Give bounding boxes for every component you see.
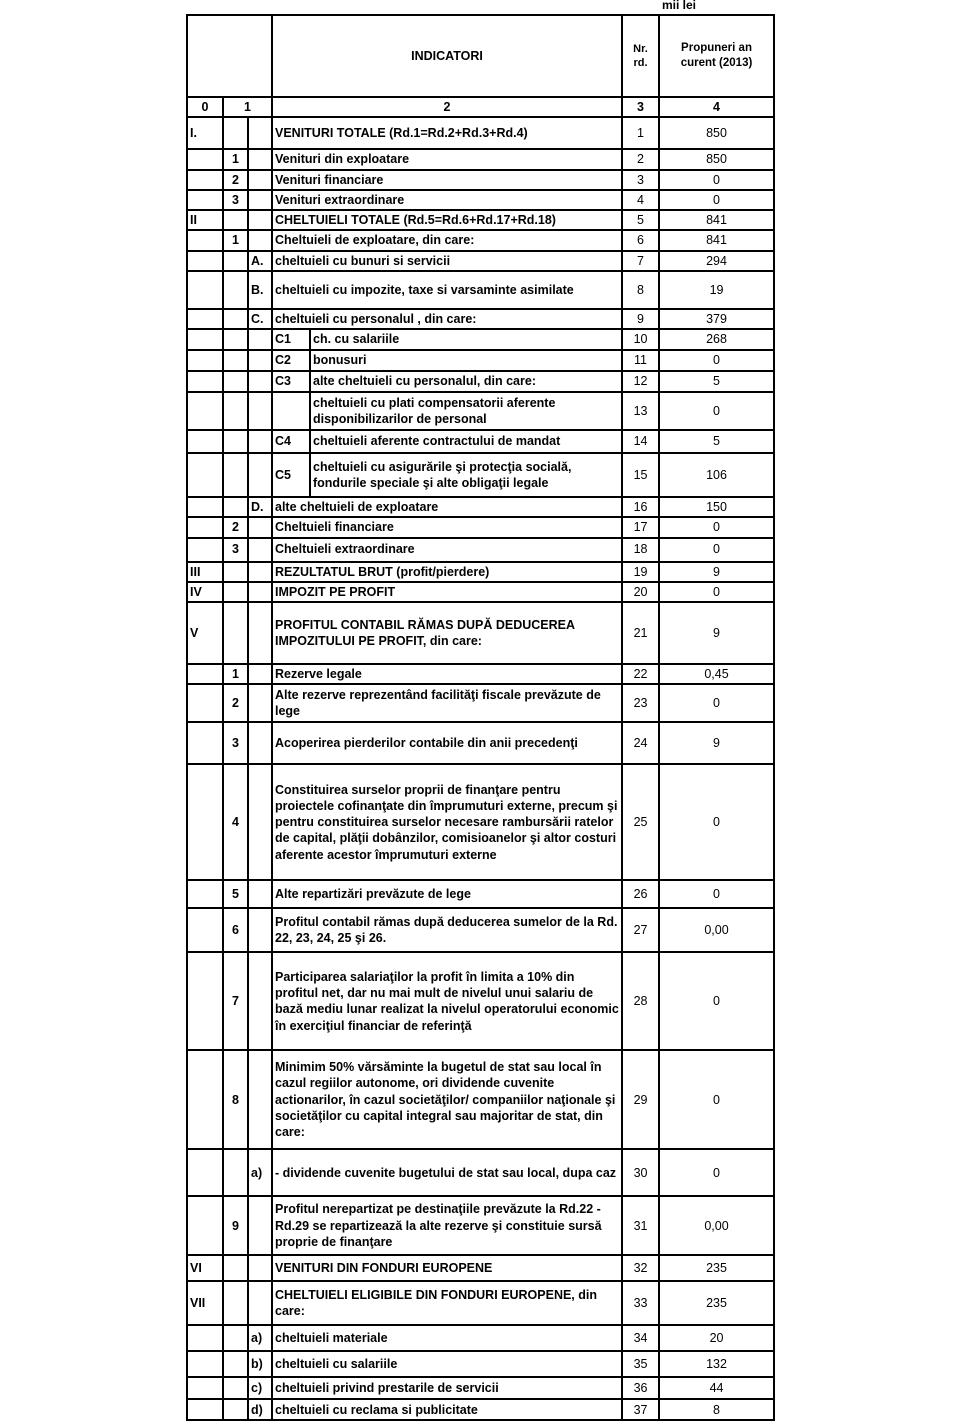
row-number: 7 — [622, 251, 659, 271]
row-number: 9 — [622, 309, 659, 329]
table-row — [187, 329, 774, 350]
row-number: 21 — [622, 602, 659, 664]
indicator-text: cheltuieli privind prestarile de servicii — [272, 1377, 622, 1399]
indicator-text: cheltuieli materiale — [272, 1325, 622, 1351]
roman-index-cell — [187, 908, 223, 952]
indicator-text: Profitul nerepartizat pe destinaţiile prevăzute la Rd.22 - Rd.29 se repartizează la alte rezerve şi constituie sursă proprie de finanţare — [272, 1196, 622, 1255]
indicator-text: Cheltuieli financiare — [272, 517, 622, 537]
indicator-text: VENITURI DIN FONDURI EUROPENE — [272, 1255, 622, 1281]
letter-index-cell — [248, 453, 272, 497]
roman-index-cell — [187, 392, 223, 430]
row-number: 30 — [622, 1149, 659, 1196]
header-row — [187, 15, 774, 97]
sub-index-cell: C3 — [272, 371, 310, 392]
sub-index-cell: C4 — [272, 430, 310, 453]
number-index-cell: 8 — [223, 1050, 248, 1149]
table-row — [187, 764, 774, 880]
letter-index-cell — [248, 1050, 272, 1149]
indicator-text: Participarea salariaţilor la profit în limita a 10% din profitul net, dar nu mai mult de nivelul unui salariu de bază mediu lunar realizat la nivelul operatorului economic în exerciţiul financiar de referinţă — [272, 952, 622, 1050]
letter-index-cell — [248, 350, 272, 371]
letter-index-cell: A. — [248, 251, 272, 271]
number-index-cell — [223, 602, 248, 664]
proposal-value: 0 — [659, 880, 774, 908]
table-row — [187, 497, 774, 517]
roman-index-cell — [187, 170, 223, 190]
roman-index-cell — [187, 1196, 223, 1255]
letter-index-cell: a) — [248, 1325, 272, 1351]
letter-index-cell — [248, 684, 272, 722]
number-index-cell — [223, 1351, 248, 1377]
indicator-text: CHELTUIELI TOTALE (Rd.5=Rd.6+Rd.17+Rd.18) — [272, 210, 622, 230]
number-index-cell — [223, 309, 248, 329]
proposal-value: 19 — [659, 271, 774, 309]
letter-index-cell — [248, 880, 272, 908]
number-index-cell — [223, 497, 248, 517]
proposal-value: 9 — [659, 562, 774, 582]
row-number: 31 — [622, 1196, 659, 1255]
indicator-text: REZULTATUL BRUT (profit/pierdere) — [272, 562, 622, 582]
number-index-cell — [223, 562, 248, 582]
row-number: 5 — [622, 210, 659, 230]
number-index-cell — [223, 1255, 248, 1281]
table-row — [187, 562, 774, 582]
indicator-text: Venituri extraordinare — [272, 190, 622, 210]
row-number: 35 — [622, 1351, 659, 1377]
row-number: 12 — [622, 371, 659, 392]
row-number: 29 — [622, 1050, 659, 1149]
letter-index-cell — [248, 602, 272, 664]
number-index-cell — [223, 392, 248, 430]
row-number: 28 — [622, 952, 659, 1050]
proposal-value: 268 — [659, 329, 774, 350]
table-row — [187, 1351, 774, 1377]
row-number: 1 — [622, 117, 659, 149]
table-row — [187, 230, 774, 250]
roman-index-cell — [187, 1399, 223, 1420]
row-number: 27 — [622, 908, 659, 952]
number-index-cell — [223, 1149, 248, 1196]
indicator-text: PROFITUL CONTABIL RĂMAS DUPĂ DEDUCEREA IMPOZITULUI PE PROFIT, din care: — [272, 602, 622, 664]
table-row — [187, 117, 774, 149]
proposal-value: 0,00 — [659, 1196, 774, 1255]
proposal-value: 0 — [659, 952, 774, 1050]
proposal-value: 0 — [659, 350, 774, 371]
row-number: 19 — [622, 562, 659, 582]
proposal-value: 0 — [659, 190, 774, 210]
table-row — [187, 453, 774, 497]
table-row — [187, 170, 774, 190]
letter-index-cell — [248, 764, 272, 880]
row-number: 23 — [622, 684, 659, 722]
indicator-text: Alte repartizări prevăzute de lege — [272, 880, 622, 908]
table-row — [187, 602, 774, 664]
proposal-value: 0 — [659, 517, 774, 537]
roman-index-cell — [187, 1149, 223, 1196]
indicator-text: Venituri din exploatare — [272, 149, 622, 169]
row-number: 2 — [622, 149, 659, 169]
proposal-value: 0 — [659, 170, 774, 190]
roman-index-cell — [187, 453, 223, 497]
roman-index-cell — [187, 664, 223, 684]
proposal-value: 5 — [659, 371, 774, 392]
index-cell: 0 — [187, 97, 223, 117]
roman-index-cell: VII — [187, 1281, 223, 1325]
indicator-text: alte cheltuieli de exploatare — [272, 497, 622, 517]
proposal-value: 20 — [659, 1325, 774, 1351]
letter-index-cell — [248, 582, 272, 602]
number-index-cell: 4 — [223, 764, 248, 880]
table-row — [187, 880, 774, 908]
roman-index-cell — [187, 350, 223, 371]
table-row — [187, 371, 774, 392]
roman-index-cell — [187, 329, 223, 350]
sub-index-cell — [272, 392, 310, 430]
letter-index-cell: c) — [248, 1377, 272, 1399]
roman-index-cell — [187, 1325, 223, 1351]
letter-index-cell: D. — [248, 497, 272, 517]
roman-index-cell — [187, 1050, 223, 1149]
table-row — [187, 1399, 774, 1420]
indicator-text: cheltuieli cu bunuri si servicii — [272, 251, 622, 271]
proposal-value: 44 — [659, 1377, 774, 1399]
letter-index-cell — [248, 210, 272, 230]
budget-table — [186, 14, 775, 1421]
roman-index-cell — [187, 190, 223, 210]
number-index-cell — [223, 1325, 248, 1351]
roman-index-cell — [187, 230, 223, 250]
letter-index-cell — [248, 329, 272, 350]
indicator-text: alte cheltuieli cu personalul, din care: — [310, 371, 622, 392]
index-cell: 1 — [223, 97, 272, 117]
row-number: 4 — [622, 190, 659, 210]
roman-index-cell — [187, 497, 223, 517]
number-index-cell — [223, 271, 248, 309]
sub-index-cell: C2 — [272, 350, 310, 371]
indicator-text: cheltuieli cu impozite, taxe si varsaminte asimilate — [272, 271, 622, 309]
table-row — [187, 1255, 774, 1281]
number-index-cell — [223, 329, 248, 350]
proposal-value: 841 — [659, 210, 774, 230]
indicator-text: cheltuieli cu reclama si publicitate — [272, 1399, 622, 1420]
table-row — [187, 582, 774, 602]
roman-index-cell — [187, 251, 223, 271]
letter-index-cell — [248, 371, 272, 392]
roman-index-cell: VI — [187, 1255, 223, 1281]
letter-index-cell — [248, 664, 272, 684]
roman-index-cell — [187, 764, 223, 880]
number-index-cell: 6 — [223, 908, 248, 952]
indicator-text: Alte rezerve reprezentând facilităţi fiscale prevăzute de lege — [272, 684, 622, 722]
row-number: 36 — [622, 1377, 659, 1399]
table-row — [187, 952, 774, 1050]
number-index-cell: 2 — [223, 170, 248, 190]
proposal-value: 0,45 — [659, 664, 774, 684]
proposal-value: 235 — [659, 1255, 774, 1281]
table-row — [187, 722, 774, 764]
indicator-text: Rezerve legale — [272, 664, 622, 684]
proposal-value: 132 — [659, 1351, 774, 1377]
roman-index-cell: I. — [187, 117, 223, 149]
indicator-text: cheltuieli cu personalul , din care: — [272, 309, 622, 329]
letter-index-cell — [248, 170, 272, 190]
table-row — [187, 1281, 774, 1325]
header-nr-rd: Nr. rd. — [622, 15, 659, 97]
number-index-cell: 7 — [223, 952, 248, 1050]
indicator-text: Constituirea surselor proprii de finanţare pentru proiectele cofinanţate din împrumuturi externe, precum şi pentru constituirea surselor necesare rambursării ratelor de capital, plăţii dobânzilor, comisioanelor şi altor costuri aferente acestor împrumuturi externe — [272, 764, 622, 880]
letter-index-cell — [248, 908, 272, 952]
proposal-value: 0 — [659, 1149, 774, 1196]
number-index-cell — [223, 430, 248, 453]
letter-index-cell — [248, 952, 272, 1050]
row-number: 37 — [622, 1399, 659, 1420]
number-index-cell — [223, 210, 248, 230]
number-index-cell: 2 — [223, 517, 248, 537]
indicator-text: IMPOZIT PE PROFIT — [272, 582, 622, 602]
table-row — [187, 271, 774, 309]
roman-index-cell — [187, 952, 223, 1050]
roman-index-cell — [187, 371, 223, 392]
table-row — [187, 538, 774, 562]
roman-index-cell — [187, 271, 223, 309]
proposal-value: 0 — [659, 1050, 774, 1149]
indicator-text: cheltuieli aferente contractului de mandat — [310, 430, 622, 453]
roman-index-cell: II — [187, 210, 223, 230]
row-number: 33 — [622, 1281, 659, 1325]
row-number: 26 — [622, 880, 659, 908]
table-row — [187, 1377, 774, 1399]
row-number: 13 — [622, 392, 659, 430]
header-proposal: Propuneri an curent (2013) — [659, 15, 774, 97]
letter-index-cell — [248, 190, 272, 210]
indicator-text: Profitul contabil rămas după deducerea sumelor de la Rd. 22, 23, 24, 25 şi 26. — [272, 908, 622, 952]
letter-index-cell — [248, 392, 272, 430]
proposal-value: 150 — [659, 497, 774, 517]
indicator-text: bonusuri — [310, 350, 622, 371]
roman-index-cell — [187, 430, 223, 453]
number-index-cell — [223, 1377, 248, 1399]
row-number: 3 — [622, 170, 659, 190]
letter-index-cell — [248, 1255, 272, 1281]
row-number: 17 — [622, 517, 659, 537]
proposal-value: 9 — [659, 722, 774, 764]
indicator-text: Venituri financiare — [272, 170, 622, 190]
index-cell: 4 — [659, 97, 774, 117]
row-number: 8 — [622, 271, 659, 309]
roman-index-cell — [187, 722, 223, 764]
table-row — [187, 1196, 774, 1255]
table-row — [187, 210, 774, 230]
letter-index-cell — [248, 1196, 272, 1255]
number-index-cell — [223, 453, 248, 497]
letter-index-cell — [248, 562, 272, 582]
letter-index-cell: d) — [248, 1399, 272, 1420]
number-index-cell — [223, 117, 248, 149]
roman-index-cell — [187, 684, 223, 722]
row-number: 34 — [622, 1325, 659, 1351]
proposal-value: 0,00 — [659, 908, 774, 952]
row-number: 14 — [622, 430, 659, 453]
proposal-value: 841 — [659, 230, 774, 250]
number-index-cell: 9 — [223, 1196, 248, 1255]
number-index-cell: 5 — [223, 880, 248, 908]
indicator-text: CHELTUIELI ELIGIBILE DIN FONDURI EUROPENE, din care: — [272, 1281, 622, 1325]
roman-index-cell: IV — [187, 582, 223, 602]
letter-index-cell — [248, 117, 272, 149]
roman-index-cell: III — [187, 562, 223, 582]
proposal-value: 294 — [659, 251, 774, 271]
letter-index-cell — [248, 430, 272, 453]
roman-index-cell — [187, 1351, 223, 1377]
proposal-value: 850 — [659, 149, 774, 169]
proposal-value: 235 — [659, 1281, 774, 1325]
indicator-text: Cheltuieli extraordinare — [272, 538, 622, 562]
row-number: 20 — [622, 582, 659, 602]
letter-index-cell — [248, 149, 272, 169]
roman-index-cell — [187, 538, 223, 562]
number-index-cell — [223, 350, 248, 371]
letter-index-cell: C. — [248, 309, 272, 329]
letter-index-cell: B. — [248, 271, 272, 309]
letter-index-cell — [248, 722, 272, 764]
proposal-value: 0 — [659, 582, 774, 602]
proposal-value: 8 — [659, 1399, 774, 1420]
indicator-text: VENITURI TOTALE (Rd.1=Rd.2+Rd.3+Rd.4) — [272, 117, 622, 149]
number-index-cell — [223, 1281, 248, 1325]
row-number: 18 — [622, 538, 659, 562]
number-index-cell: 1 — [223, 230, 248, 250]
roman-index-cell — [187, 880, 223, 908]
indicator-text: ch. cu salariile — [310, 329, 622, 350]
row-number: 25 — [622, 764, 659, 880]
number-index-cell: 3 — [223, 538, 248, 562]
letter-index-cell: b) — [248, 1351, 272, 1377]
index-cell: 3 — [622, 97, 659, 117]
number-index-cell — [223, 371, 248, 392]
table-row — [187, 1149, 774, 1196]
proposal-value: 106 — [659, 453, 774, 497]
proposal-value: 5 — [659, 430, 774, 453]
number-index-cell: 1 — [223, 149, 248, 169]
sub-index-cell: C5 — [272, 453, 310, 497]
number-index-cell — [223, 1399, 248, 1420]
indicator-text: Cheltuieli de exploatare, din care: — [272, 230, 622, 250]
number-index-cell: 1 — [223, 664, 248, 684]
table-row — [187, 1050, 774, 1149]
row-number: 32 — [622, 1255, 659, 1281]
roman-index-cell — [187, 517, 223, 537]
roman-index-cell — [187, 149, 223, 169]
indicator-text: cheltuieli cu plati compensatorii aferente disponibilizarilor de personal — [310, 392, 622, 430]
row-number: 6 — [622, 230, 659, 250]
table-row — [187, 430, 774, 453]
number-index-cell: 3 — [223, 722, 248, 764]
table-row — [187, 149, 774, 169]
proposal-value: 850 — [659, 117, 774, 149]
table-row — [187, 350, 774, 371]
letter-index-cell — [248, 230, 272, 250]
indicator-text: cheltuieli cu asigurările şi protecţia socială, fondurile speciale şi alte obligaţii legale — [310, 453, 622, 497]
table-row — [187, 1325, 774, 1351]
number-index-cell — [223, 582, 248, 602]
proposal-value: 0 — [659, 764, 774, 880]
table-row — [187, 251, 774, 271]
index-row — [187, 97, 774, 117]
row-number: 22 — [622, 664, 659, 684]
proposal-value: 9 — [659, 602, 774, 664]
roman-index-cell: V — [187, 602, 223, 664]
row-number: 10 — [622, 329, 659, 350]
table-row — [187, 309, 774, 329]
indicator-text: Acoperirea pierderilor contabile din anii precedenţi — [272, 722, 622, 764]
row-number: 11 — [622, 350, 659, 371]
indicator-text: cheltuieli cu salariile — [272, 1351, 622, 1377]
sub-index-cell: C1 — [272, 329, 310, 350]
row-number: 15 — [622, 453, 659, 497]
proposal-value: 0 — [659, 684, 774, 722]
letter-index-cell — [248, 538, 272, 562]
table-row — [187, 190, 774, 210]
table-row — [187, 517, 774, 537]
number-index-cell — [223, 251, 248, 271]
unit-label: mii lei — [662, 0, 697, 12]
roman-index-cell — [187, 1377, 223, 1399]
letter-index-cell — [248, 517, 272, 537]
indicator-text: - dividende cuvenite bugetului de stat sau local, dupa caz — [272, 1149, 622, 1196]
table-row — [187, 684, 774, 722]
table-row — [187, 392, 774, 430]
header-indicatori: INDICATORI — [272, 15, 622, 97]
table-row — [187, 908, 774, 952]
row-number: 24 — [622, 722, 659, 764]
proposal-value: 0 — [659, 538, 774, 562]
number-index-cell: 3 — [223, 190, 248, 210]
proposal-value: 0 — [659, 392, 774, 430]
row-number: 16 — [622, 497, 659, 517]
proposal-value: 379 — [659, 309, 774, 329]
table-row — [187, 664, 774, 684]
letter-index-cell — [248, 1281, 272, 1325]
roman-index-cell — [187, 309, 223, 329]
index-cell: 2 — [272, 97, 622, 117]
indicator-text: Minimim 50% vărsăminte la bugetul de stat sau local în cazul regiilor autonome, ori dividende cuvenite actionarilor, în cazul societăţilor/ companiilor naţionale şi societăţilor cu capital integral sau majoritar de stat, din care: — [272, 1050, 622, 1149]
letter-index-cell: a) — [248, 1149, 272, 1196]
number-index-cell: 2 — [223, 684, 248, 722]
